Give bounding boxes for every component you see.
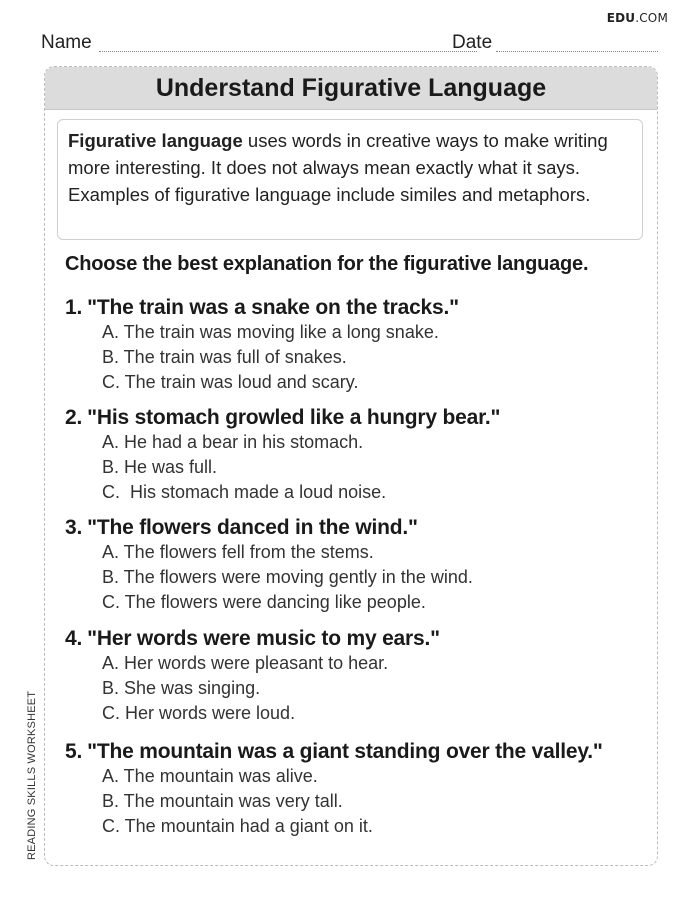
option-b[interactable]: B. The train was full of snakes. [102,347,347,367]
option-b[interactable]: B. The flowers were moving gently in the wind. [102,567,473,587]
option-b[interactable]: B. He was full. [102,457,218,477]
question-3 [65,515,473,615]
brand-logo-suffix: .COM [635,11,668,25]
question-2 [65,405,500,505]
intro-term: Figurative language [68,130,243,151]
worksheet-panel [44,66,658,866]
date-label: Date [452,32,493,53]
question-number: 1. [65,296,83,319]
question-text: "The train was a snake on the tracks." [87,296,459,319]
brand-logo [607,11,668,25]
question-number: 2. [65,406,83,429]
option-c[interactable]: C. The flowers were dancing like people. [102,592,426,612]
intro-box [57,119,643,240]
option-c[interactable]: C. The train was loud and scary. [102,372,359,392]
option-c[interactable]: C. His stomach made a loud noise. [102,482,387,502]
question-text: "The flowers danced in the wind." [87,516,418,539]
instruction: Choose the best explanation for the figurative language. [65,253,589,275]
question-prompt [65,515,473,540]
name-label: Name [41,32,92,53]
option-b[interactable]: B. The mountain was very tall. [102,791,343,811]
option-a[interactable]: A. Her words were pleasant to hear. [102,653,389,673]
question-1 [65,295,459,395]
option-c[interactable]: C. Her words were loud. [102,703,296,723]
question-4 [65,626,440,726]
option-a[interactable]: A. He had a bear in his stomach. [102,432,364,452]
question-number: 4. [65,627,83,650]
question-5 [65,739,603,839]
option-b[interactable]: B. She was singing. [102,678,261,698]
intro-text: uses words in creative ways to make writing more interesting. It does not always mean exactly what it says. Examples of figurative language include similes and metaphors. [68,130,608,205]
question-text: "Her words were music to my ears." [87,627,440,650]
option-a[interactable]: A. The train was moving like a long snake. [102,322,439,342]
option-c[interactable]: C. The mountain had a giant on it. [102,816,373,836]
title-bar [45,67,657,110]
brand-logo-bold: EDU [606,11,636,25]
name-field[interactable] [99,51,477,52]
option-a[interactable]: A. The mountain was alive. [102,766,318,786]
page-title: Understand Figurative Language [155,73,547,102]
side-label: READING SKILLS WORKSHEET [26,690,38,860]
question-prompt [65,739,603,764]
question-text: "His stomach growled like a hungry bear." [87,406,501,429]
question-number: 5. [65,740,83,763]
question-prompt [65,405,500,430]
option-a[interactable]: A. The flowers fell from the stems. [102,542,374,562]
question-text: "The mountain was a giant standing over the valley." [87,740,603,763]
question-prompt [65,626,440,651]
question-number: 3. [65,516,83,539]
date-field[interactable] [496,51,658,52]
name-date-row [41,32,658,54]
question-prompt [65,295,459,320]
